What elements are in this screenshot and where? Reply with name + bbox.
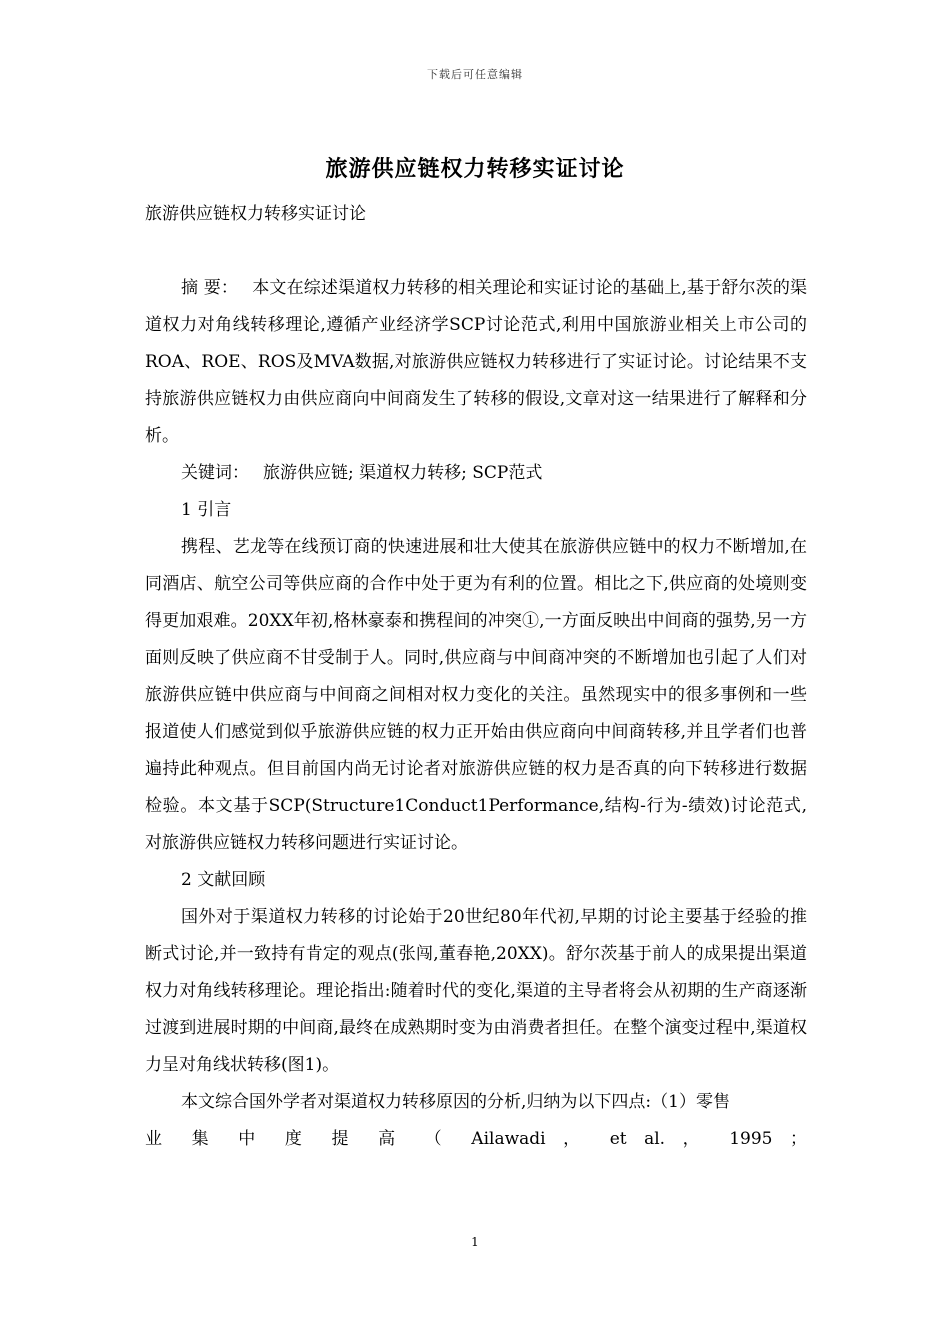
keywords-paragraph bbox=[145, 455, 807, 492]
document-body bbox=[145, 196, 807, 1158]
keywords-text: 旅游供应链; 渠道权力转移; SCP范式 bbox=[263, 463, 543, 483]
document-title: 旅游供应链权力转移实证讨论 bbox=[325, 156, 625, 182]
document-subtitle: 旅游供应链权力转移实证讨论 bbox=[145, 204, 366, 224]
page-number: 1 bbox=[471, 1235, 479, 1249]
blank-line bbox=[145, 233, 807, 270]
section-2-heading: 2 文献回顾 bbox=[181, 870, 266, 890]
section-2-paragraph-2-tail: 业 集 中 度 提 高 （ Ailawadi ， et al. ， 1995 ； bbox=[145, 1129, 807, 1149]
section-2-paragraph-1: 国外对于渠道权力转移的讨论始于20世纪80年代初,早期的讨论主要基于经验的推断式讨论,并一致持有肯定的观点(张闯,董春艳,20XX)。舒尔茨基于前人的成果提出渠道权力对角线转移理论。理论指出:随着时代的变化,渠道的主导者将会从初期的生产商逐渐过渡到进展时期的中间商,最终在成熟期时变为由消费者担任。在整个演变过程中,渠道权力呈对角线状转移(图1)。 bbox=[145, 907, 807, 1075]
header-note: 下载后可任意编辑 bbox=[427, 68, 523, 81]
keywords-label: 关键词： bbox=[181, 463, 249, 483]
section-2-paragraph-2: 本文综合国外学者对渠道权力转移原因的分析,归纳为以下四点:（1）零售 bbox=[181, 1092, 730, 1112]
abstract-label: 摘 要： bbox=[181, 278, 239, 298]
section-1-heading: 1 引言 bbox=[181, 500, 232, 520]
abstract-paragraph bbox=[145, 270, 807, 455]
abstract-text: 本文在综述渠道权力转移的相关理论和实证讨论的基础上,基于舒尔茨的渠道权力对角线转移理论,遵循产业经济学SCP讨论范式,利用中国旅游业相关上市公司的ROA、ROE、ROS及MVA数据,对旅游供应链权力转移进行了实证讨论。讨论结果不支持旅游供应链权力由供应商向中间商发生了转移的假设,文章对这一结果进行了解释和分析。 bbox=[145, 278, 807, 446]
section-1-paragraph: 携程、艺龙等在线预订商的快速进展和壮大使其在旅游供应链中的权力不断增加,在同酒店、航空公司等供应商的合作中处于更为有利的位置。相比之下,供应商的处境则变得更加艰难。20XX年初,格林豪泰和携程间的冲突①,一方面反映出中间商的强势,另一方面则反映了供应商不甘受制于人。同时,供应商与中间商冲突的不断增加也引起了人们对旅游供应链中供应商与中间商之间相对权力变化的关注。虽然现实中的很多事例和一些报道使人们感觉到似乎旅游供应链的权力正开始由供应商向中间商转移,并且学者们也普遍持此种观点。但目前国内尚无讨论者对旅游供应链的权力是否真的向下转移进行数据检验。本文基于SCP(Structure1Conduct1Performance,结构-行为-绩效)讨论范式,对旅游供应链权力转移问题进行实证讨论。 bbox=[145, 537, 807, 853]
